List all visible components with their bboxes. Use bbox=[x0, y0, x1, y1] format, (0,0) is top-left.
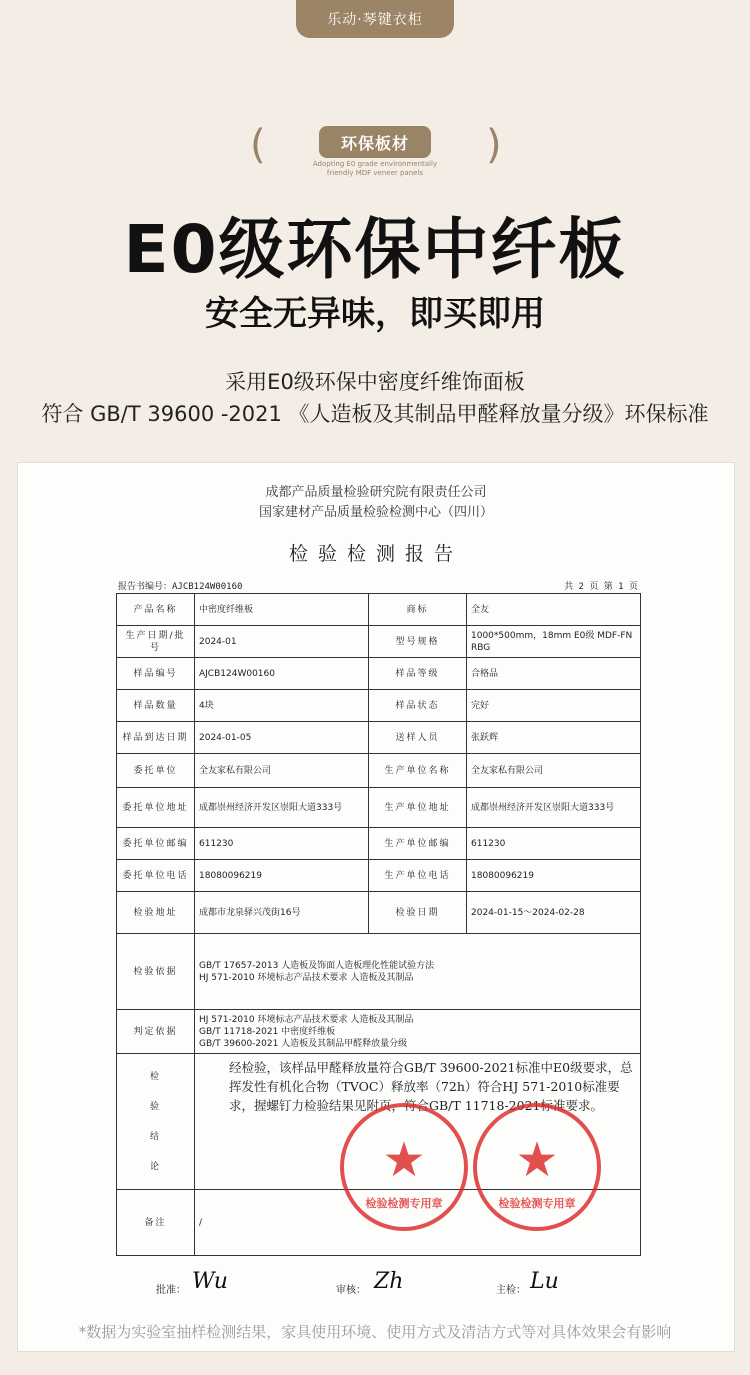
field-label: 生产单位名称 bbox=[369, 754, 467, 788]
section-tag bbox=[0, 122, 750, 182]
field-label: 商标 bbox=[369, 594, 467, 626]
field-value: 18080096219 bbox=[467, 860, 641, 892]
field-label: 委托单位电话 bbox=[117, 860, 195, 892]
table-row bbox=[117, 594, 641, 626]
table-row bbox=[117, 892, 641, 934]
basis-label: 检验依据 bbox=[117, 934, 195, 1010]
page-subtitle: 安全无异味，即买即用 bbox=[205, 294, 545, 334]
field-value: 全友 bbox=[467, 594, 641, 626]
approver-label: 批准： bbox=[156, 1285, 186, 1296]
remarks-value: / bbox=[195, 1190, 641, 1256]
table-row bbox=[117, 722, 641, 754]
criteria-line-1: HJ 571-2010 环境标志产品技术要求 人造板及其制品 bbox=[199, 1014, 414, 1025]
remarks-label: 备注 bbox=[117, 1190, 195, 1256]
inspector-label: 主检： bbox=[496, 1285, 526, 1296]
criteria-line-3: GB/T 39600-2021 人造板及其制品甲醛释放量分级 bbox=[199, 1038, 408, 1049]
conclusion-label-char: 验 bbox=[149, 1101, 161, 1112]
field-value: 成都市龙泉驿兴茂街16号 bbox=[195, 892, 369, 934]
field-label: 产品名称 bbox=[117, 594, 195, 626]
tag-sub-line-1: Adopting E0 grade environmentally bbox=[312, 160, 438, 168]
field-value: 中密度纤维板 bbox=[195, 594, 369, 626]
field-label: 生产单位邮编 bbox=[369, 828, 467, 860]
field-label: 样品编号 bbox=[117, 658, 195, 690]
brand-name: 乐动·琴键衣柜 bbox=[327, 12, 423, 28]
field-value: 18080096219 bbox=[195, 860, 369, 892]
table-row bbox=[117, 788, 641, 828]
report-number: 报告书编号：AJCB124W00160 bbox=[118, 582, 243, 592]
conclusion-label-char: 检 bbox=[149, 1071, 161, 1082]
field-value: 合格品 bbox=[467, 658, 641, 690]
criteria-line-2: GB/T 11718-2021 中密度纤维板 bbox=[199, 1026, 336, 1037]
field-value: 成都崇州经济开发区崇阳大道333号 bbox=[467, 788, 641, 828]
field-value: 成都崇州经济开发区崇阳大道333号 bbox=[195, 788, 369, 828]
org-name-2: 国家建材产品质量检验检测中心（四川） bbox=[258, 505, 493, 520]
seal-star-icon: ★ bbox=[515, 1132, 559, 1188]
table-row bbox=[117, 754, 641, 788]
page-title: E0级环保中纤板 bbox=[123, 211, 627, 288]
field-value: 2024-01-05 bbox=[195, 722, 369, 754]
field-label: 样品状态 bbox=[369, 690, 467, 722]
field-value: 全友家私有限公司 bbox=[467, 754, 641, 788]
official-seal-2 bbox=[473, 1103, 601, 1231]
reviewer-signature: Zh bbox=[374, 1269, 404, 1294]
seal-text: 检验检测专用章 bbox=[498, 1197, 576, 1210]
official-seal-1 bbox=[340, 1103, 468, 1231]
field-value: 1000*500mm，18mm E0级 MDF-FN RBG bbox=[467, 626, 641, 658]
field-label: 检验日期 bbox=[369, 892, 467, 934]
field-label: 委托单位 bbox=[117, 754, 195, 788]
conclusion-label bbox=[117, 1054, 195, 1190]
field-label: 送样人员 bbox=[369, 722, 467, 754]
page-info: 共 2 页 第 1 页 bbox=[564, 582, 638, 592]
test-report-document bbox=[17, 462, 735, 1352]
basis-line-1: GB/T 17657-2013 人造板及饰面人造板理化性能试验方法 bbox=[199, 960, 435, 971]
criteria-label: 判定依据 bbox=[117, 1010, 195, 1054]
field-value: 611230 bbox=[467, 828, 641, 860]
field-label: 生产单位电话 bbox=[369, 860, 467, 892]
field-label: 委托单位邮编 bbox=[117, 828, 195, 860]
field-label: 样品到达日期 bbox=[117, 722, 195, 754]
conclusion-label-char: 结 bbox=[149, 1131, 161, 1142]
org-name-1: 成都产品质量检验研究院有限责任公司 bbox=[265, 485, 487, 500]
table-row bbox=[117, 658, 641, 690]
basis-value bbox=[195, 934, 641, 1010]
field-value: 611230 bbox=[195, 828, 369, 860]
table-row bbox=[117, 828, 641, 860]
field-label: 型号规格 bbox=[369, 626, 467, 658]
field-label: 委托单位地址 bbox=[117, 788, 195, 828]
field-label: 样品等级 bbox=[369, 658, 467, 690]
description-line-1: 采用E0级环保中密度纤维饰面板 bbox=[225, 370, 525, 394]
field-value: 完好 bbox=[467, 690, 641, 722]
conclusion-text: 经检验，该样品甲醛释放量符合GB/T 39600-2021标准中E0级要求，总挥发性有机化合物（TVOC）释放率（72h）符合HJ 571-2010标准要求，握螺钉力检验结果见附页，符合GB/T 11718-2021标准要求。 bbox=[229, 1060, 633, 1113]
table-row bbox=[117, 690, 641, 722]
footnote: *数据为实验室抽样检测结果，家具使用环境、使用方式及清洁方式等对具体效果会有影响 bbox=[78, 1323, 672, 1341]
reviewer-label: 审核： bbox=[336, 1285, 366, 1296]
field-label: 检验地址 bbox=[117, 892, 195, 934]
criteria-value bbox=[195, 1010, 641, 1054]
seal-text: 检验检测专用章 bbox=[365, 1197, 443, 1210]
basis-line-2: HJ 571-2010 环境标志产品技术要求 人造板及其制品 bbox=[199, 972, 414, 983]
table-row bbox=[117, 860, 641, 892]
tag-badge: 环保板材 bbox=[319, 126, 431, 158]
field-value: 全友家私有限公司 bbox=[195, 754, 369, 788]
right-bracket: ) bbox=[486, 122, 502, 168]
tag-sub-line-2: friendly MDF veneer panels bbox=[326, 169, 424, 177]
report-title: 检验检测报告 bbox=[288, 543, 463, 565]
field-label: 样品数量 bbox=[117, 690, 195, 722]
field-label: 生产日期/批号 bbox=[117, 626, 195, 658]
seal-star-icon: ★ bbox=[382, 1132, 426, 1188]
conclusion-label-char: 论 bbox=[149, 1161, 161, 1172]
field-value: 2024-01 bbox=[195, 626, 369, 658]
field-value: 张跃辉 bbox=[467, 722, 641, 754]
description-line-2: 符合 GB/T 39600 -2021 《人造板及其制品甲醛释放量分级》环保标准 bbox=[41, 402, 709, 426]
field-value: AJCB124W00160 bbox=[195, 658, 369, 690]
approver-signature: Wu bbox=[192, 1269, 228, 1294]
table-row bbox=[117, 934, 641, 1010]
inspector-signature: Lu bbox=[530, 1269, 559, 1294]
field-value: 2024-01-15～2024-02-28 bbox=[467, 892, 641, 934]
table-row bbox=[117, 1010, 641, 1054]
field-value: 4块 bbox=[195, 690, 369, 722]
table-row bbox=[117, 626, 641, 658]
tag-subtitle bbox=[0, 160, 750, 178]
field-label: 生产单位地址 bbox=[369, 788, 467, 828]
left-bracket: ( bbox=[250, 122, 266, 168]
brand-tab bbox=[296, 0, 454, 38]
